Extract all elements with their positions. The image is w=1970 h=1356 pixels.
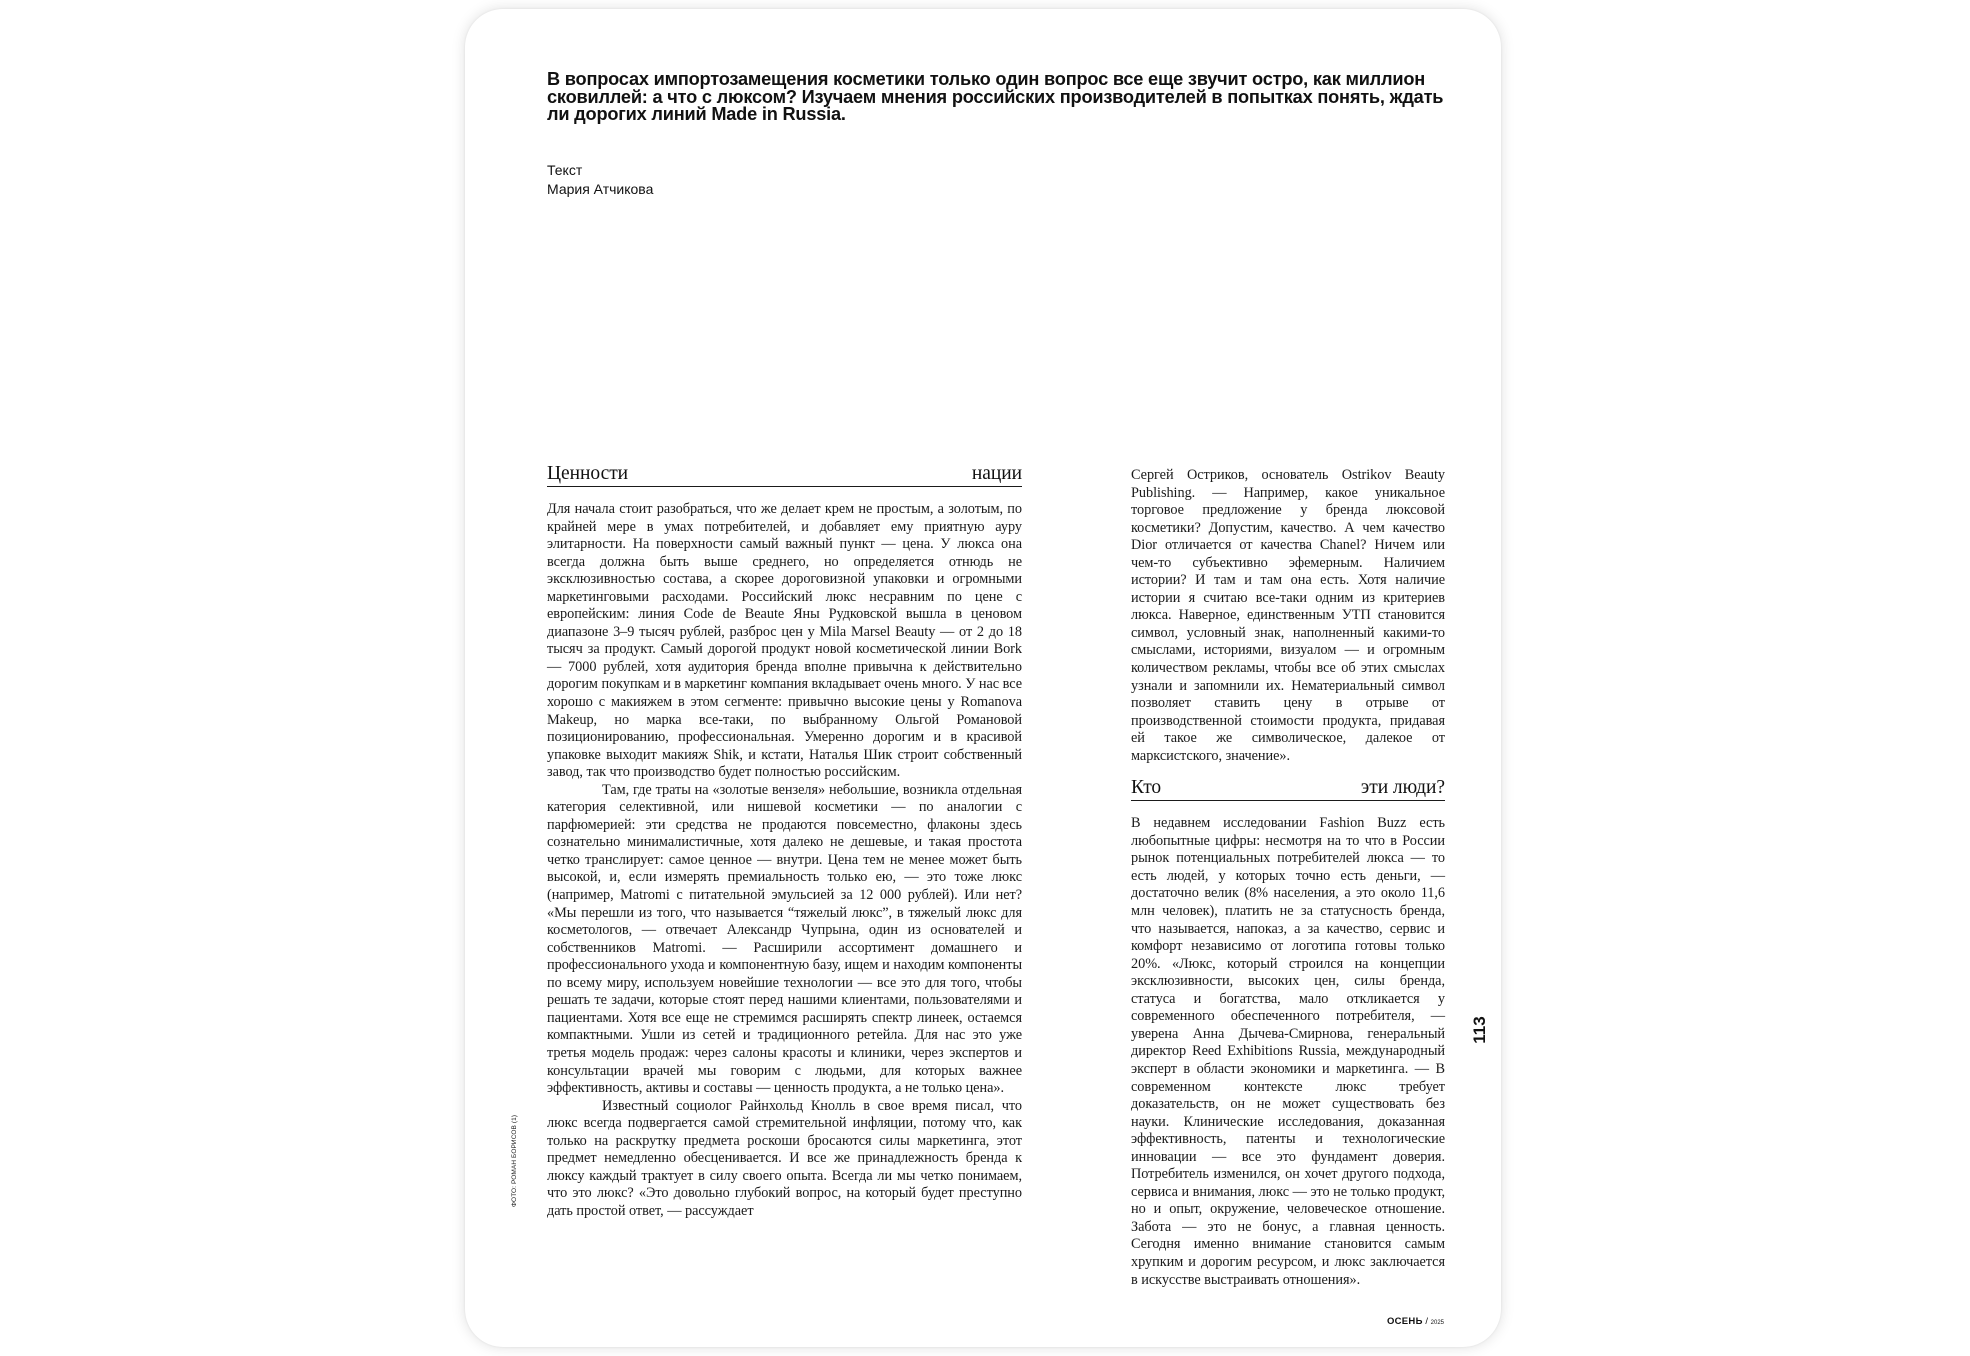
paragraph: Для начала стоит разобраться, что же делает крем не простым, а золотым, по крайней мере в умах потребителей, и добавляет ему приятную ауру элитарности. На поверхности самый важный пункт — цена. У люкса она всегда должна быть выше среднего, но определяется отнюдь не эксклюзивностью состава, а скорее дороговизной упаковки и огромными маркетинговыми расходами. Российский люкс несравним по цене с европейским: линия Code de Beaute Яны Рудковской вышла в ценовом диапазоне 3–9 тысяч рублей, разброс цен у Mila Marsel Beauty — от 2 до 18 тысяч за продукт. Самый дорогой продукт новой косметической линии Bork — 7000 рублей, хотя аудитория бренда вполне привычна к действительно дорогим покупкам и в маркетинг компания вкладывает очень много. У нас все хорошо с макияжем в этом сегменте: привычно высокие цены у Romanova Makeup, но марка все-таки, по выбранному Ольгой Романовой позиционированию, профессиональная. Умеренно дорогим и в красивой упаковке выходит макияж Shik, и кстати, Наталья Шик строит собственный завод, так что производство будет полностью российским. <box>547 501 1022 781</box>
photo-credit: ФОТО: РОМАН БОРИСОВ (1) <box>511 1114 518 1207</box>
byline-author: Мария Атчикова <box>547 180 654 197</box>
paragraph: Известный социолог Райнхольд Кнолль в свое время писал, что люкс всегда подвергается самой стремительной инфляции, потому что, как только на раскрутку предмета роскоши бросаются силы маркетинга, этот предмет немедленно обесценивается. И все же принадлежность бренда к люксу каждый трактует в силу своего опыта. Всегда ли мы четко понимаем, что это люкс? «Это довольно глубокий вопрос, на который будет преступно дать простой ответ, — рассуждает <box>547 1097 1022 1219</box>
paragraph: Там, где траты на «золотые вензеля» небольшие, возникла отдельная категория селективной, или нишевой косметики — по аналогии с парфюмерией: эти средства не продаются повсеместно, флаконы здесь сознательно минималистичные, хотя далеко не дешевые, и такая простота четко транслирует: самое ценное — внутри. Цена тем не менее может быть высокой, и, если измерять премиальность только ею, — это тоже люкс (например, Matromi с питательной эмульсией за 12 000 рублей). Или нет? «Мы перешли из того, что называется “тяжелый люкс”, в тяжелый люкс для косметологов, — отвечает Александр Чупрына, один из основателей и собственников Matromi. — Расширили ассортимент домашнего и профессионального ухода и компонентную базу, ищем и находим компоненты по всему миру, используем новейшие технологии — все это для того, чтобы решать те задачи, которые стоят перед нашими клиентами, пользователями и пациентами. Хотя все еще не стремимся расширять спектр линеек, остаемся компактными. Ушли из сетей и традиционного ретейла. Для нас это уже третья модель продаж: через салоны красоты и клиники, через экспертов и консультации врачей мы говорим с людьми, для которых важнее эффективность, активы и составы — ценность продукта, а не только цена». <box>547 781 1022 1097</box>
magazine-page <box>465 9 1501 1347</box>
page-number: 113 <box>1470 1016 1489 1044</box>
byline <box>547 161 653 198</box>
section-heading-left: Ценности <box>547 463 629 484</box>
byline-label: Текст <box>547 162 583 178</box>
footer-year: 2025 <box>1430 1320 1444 1326</box>
footer-separator: / <box>1425 1316 1428 1327</box>
section-heading-values <box>547 463 1022 487</box>
section-heading-right: нации <box>971 463 1022 484</box>
section-heading-right: эти люди? <box>1360 777 1445 799</box>
paragraph-continuation: Сергей Остриков, основатель Ostrikov Beauty Publishing. — Например, какое уникальное торговое предложение у бренда люксовой косметики? Допустим, качество. А чем качество Dior отличается от качества Chanel? Ничем или чем-то субъективно эфемерным. Наличием истории? И там и там она есть. Хотя наличие истории я считаю все-таки одним из критериев люкса. Наверное, единственным УТП становится символ, условный знак, наполненный какими-то смыслами, историями, визуалом — и огромным количеством рекламы, чтобы все об этих смыслах узнали и запомнили их. Нематериальный символ позволяет ставить цену в отрыве от производственной стоимости продукта, придавая ей такое же символическое, далекое от марксистского, значение». <box>1131 467 1445 764</box>
footer-season: ОСЕНЬ <box>1386 1316 1423 1327</box>
section-heading-left: Кто <box>1131 777 1162 799</box>
article-lead: В вопросах импортозамещения косметики только один вопрос все еще звучит остро, как миллион сковиллей: а что с люксом? Изучаем мнения российских производителей в попытках понять, ждать ли дорогих линий Made in Russia. <box>547 69 1444 125</box>
right-column <box>1131 467 1445 1289</box>
paragraph: В недавнем исследовании Fashion Buzz есть любопытные цифры: несмотря на то что в России рынок потенциальных потребителей люкса — то есть людей, у которых точно есть деньги, — достаточно велик (8% населения, а это около 11,6 млн человек), платить не за статусность бренда, что называется, напоказ, а за качество, сервис и комфорт независимо от логотипа готовы только 20%. «Люкс, который строился на концепции эксклюзивности, высоких цен, силы бренда, статуса и богатства, мало откликается у современного обеспеченного потребителя, — уверена Анна Дычева-Смирнова, генеральный директор Reed Exhibitions Russia, международный эксперт в области экономики и маркетинга. — В современном контексте люкс требует доказательств, он не может существовать без науки. Клинические исследования, доказанная эффективность, патенты и технологические инновации — все это фундамент доверия. Потребитель изменился, он хочет другого подхода, сервиса и внимания, люкс — это не только продукт, но и опыт, окружение, человеческое отношение. Забота — это не бонус, а главная ценность. Сегодня именно внимание становится самым хрупким и дорогим ресурсом, и люкс заключается в искусстве выстраивать отношения». <box>1131 815 1445 1288</box>
section-heading-who <box>1131 777 1445 801</box>
footer <box>1387 1316 1444 1327</box>
left-column <box>547 463 1022 1220</box>
